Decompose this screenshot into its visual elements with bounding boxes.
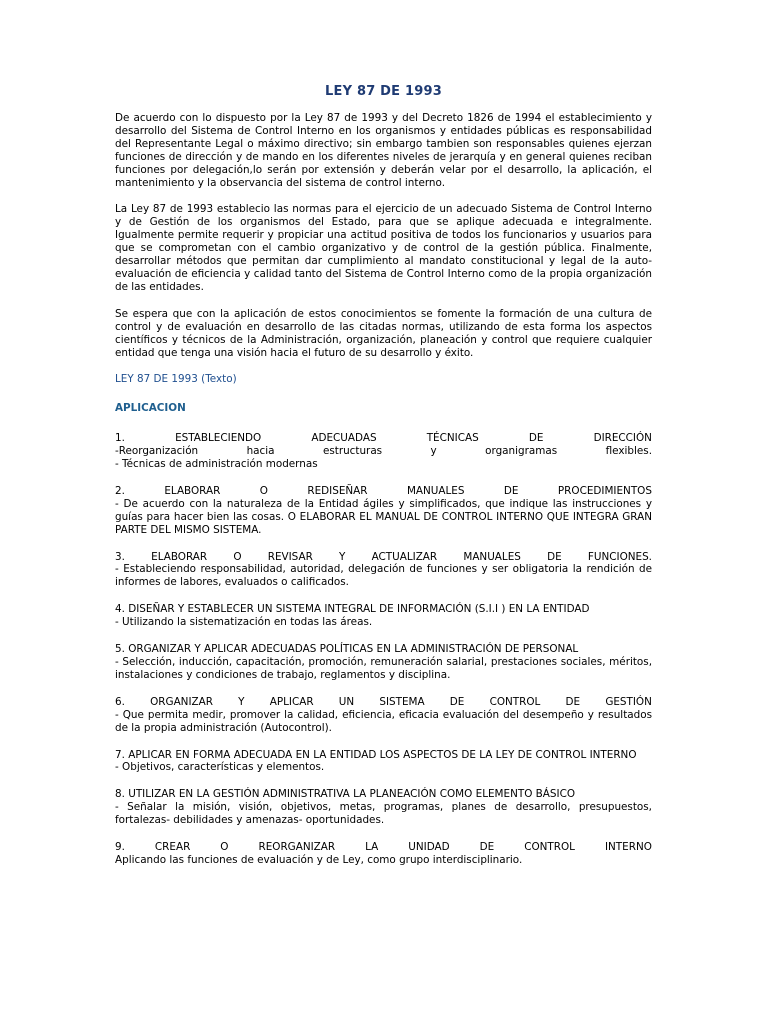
application-item-detail: -Reorganización hacia estructuras y organigramas flexibles.	[115, 445, 652, 458]
application-item	[115, 749, 652, 775]
application-item-heading: 8. UTILIZAR EN LA GESTIÓN ADMINISTRATIVA LA PLANEACIÓN COMO ELEMENTO BÁSICO	[115, 788, 576, 801]
application-item	[115, 603, 652, 629]
application-item-detail: - Selección, inducción, capacitación, promoción, remuneración salarial, prestaciones sociales, méritos, instalaciones y condiciones de trabajo, reglamentos y disciplina.	[115, 656, 652, 681]
application-item-heading: 2. ELABORAR O REDISEÑAR MANUALES DE PROCEDIMIENTOS	[115, 484, 652, 497]
page-title: LEY 87 DE 1993	[325, 84, 442, 99]
section-heading: APLICACION	[115, 402, 186, 415]
application-item-detail: - Técnicas de administración modernas	[115, 458, 318, 471]
application-item-heading: 3. ELABORAR O REVISAR Y ACTUALIZAR MANUALES DE FUNCIONES.	[115, 550, 652, 563]
application-item-detail: - Estableciendo responsabilidad, autoridad, delegación de funciones y ser obligatoria la rendición de informes de labores, evaluados o calificados.	[115, 563, 652, 589]
application-item	[115, 485, 652, 537]
application-item	[115, 551, 652, 590]
application-item-detail: - De acuerdo con la naturaleza de la Entidad ágiles y simplificados, que indique las instrucciones y guías para hacer bien las cosas. O ELABORAR EL MANUAL DE CONTROL INTERNO QUE INTEGRA GRAN PARTE DEL MISMO SISTEMA.	[115, 497, 652, 536]
intro-paragraph: De acuerdo con lo dispuesto por la Ley 87 de 1993 y del Decreto 1826 de 1994 el establecimiento y desarrollo del Sistema de Control Interno en los organismos y entidades públicas es responsabilidad del Representante Legal o máximo directivo; sin embargo tambien son responsables quienes ejerzan funciones de dirección y de mando en los diferentes niveles de jerarquía y en general quienes reciban funciones por delegación,lo serán por extensión y deberán velar por el desarrollo, la aplicación, el mantenimiento y la observancia del sistema de control interno.	[115, 112, 652, 189]
application-item	[115, 643, 652, 682]
application-item-heading: 6. ORGANIZAR Y APLICAR UN SISTEMA DE CONTROL DE GESTIÓN	[115, 695, 652, 708]
law-text-link[interactable]: LEY 87 DE 1993 (Texto)	[115, 373, 237, 386]
application-item-detail: - Utilizando la sistematización en todas las áreas.	[115, 616, 373, 629]
application-item	[115, 696, 652, 735]
application-item-detail: - Señalar la misión, visión, objetivos, metas, programas, planes de desarrollo, presupuestos, fortalezas- debilidades y amenazas- oportunidades.	[115, 801, 652, 827]
application-item-detail: - Objetivos, características y elementos.	[115, 761, 325, 774]
application-list	[115, 432, 652, 867]
application-item-heading: 4. DISEÑAR Y ESTABLECER UN SISTEMA INTEGRAL DE INFORMACIÓN (S.I.I ) EN LA ENTIDAD	[115, 603, 590, 616]
document-page	[115, 84, 652, 881]
application-item	[115, 841, 652, 867]
application-item-heading: 9. CREAR O REORGANIZAR LA UNIDAD DE CONTROL INTERNO	[115, 841, 652, 854]
application-item	[115, 432, 652, 471]
application-item-detail: Aplicando las funciones de evaluación y de Ley, como grupo interdisciplinario.	[115, 853, 523, 866]
application-item-heading: 5. ORGANIZAR Y APLICAR ADECUADAS POLÍTICAS EN LA ADMINISTRACIÓN DE PERSONAL	[115, 643, 579, 656]
application-item-detail: - Que permita medir, promover la calidad, eficiencia, eficacia evaluación del desempeño y resultados de la propia administración (Autocontrol).	[115, 708, 652, 734]
application-item	[115, 788, 652, 827]
application-item-heading: 7. APLICAR EN FORMA ADECUADA EN LA ENTIDAD LOS ASPECTOS DE LA LEY DE CONTROL INTERNO	[115, 748, 637, 761]
expectation-paragraph: Se espera que con la aplicación de estos conocimientos se fomente la formación de una cultura de control y de evaluación en desarrollo de las citadas normas, utilizando de esta forma los aspectos científicos y técnicos de la Administración, organización, planeación y control que requiere cualquier entidad que tenga una visión hacia el futuro de su desarrollo y éxito.	[115, 307, 652, 359]
application-item-heading: 1. ESTABLECIENDO ADECUADAS TÉCNICAS DE DIRECCIÓN	[115, 432, 652, 445]
law-description-paragraph: La Ley 87 de 1993 establecio las normas para el ejercicio de un adecuado Sistema de Control Interno y de Gestión de los organismos del Estado, para que se aplique adecuada e integralmente. Igualmente permite requerir y propiciar una actitud positiva de todos los funcionarios y usuarios para que se comprometan con el cambio organizativo y de control de la gestión pública. Finalmente, desarrollar métodos que permitan dar cumplimiento al mandato constitucional y legal de la auto-evaluación de eficiencia y calidad tanto del Sistema de Control Interno como de la propia organización de las entidades.	[115, 203, 652, 293]
